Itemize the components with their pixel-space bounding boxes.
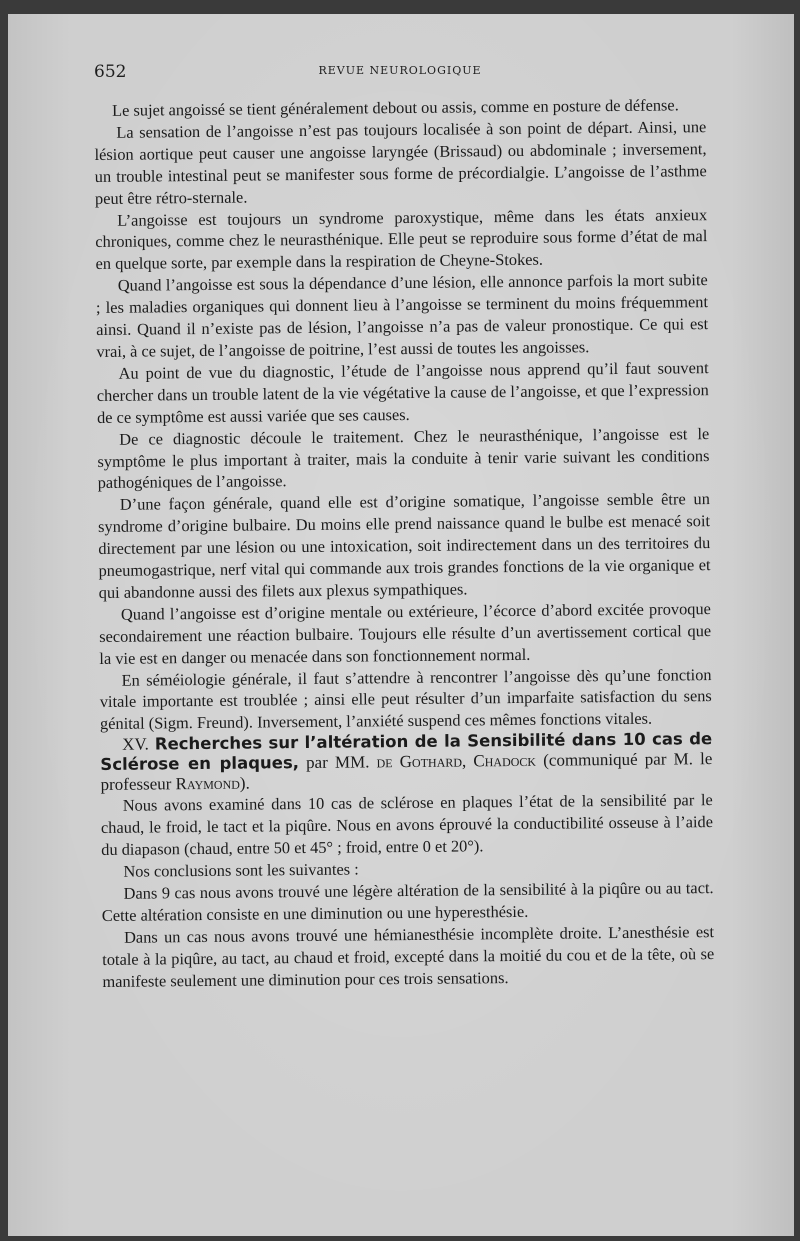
paragraph: Dans 9 cas nous avons trouvé une légère altération de la sensibilité à la piqûre ou au tact. Cette altération consiste en une diminution ou une hyperesthésie. [101,877,714,925]
communique-text: (communiqué par M. le professeur [100,749,713,795]
paragraph: L’angoisse est toujours un syndrome paroxystique, même dans les états anxieux chroniques, comme chez le neurasthénique. Elle peut se reproduire sous forme d’état de mal en quelque sorte, par exemple dans la respiration de Cheyne-Stokes. [95,204,708,274]
paragraph: Nous avons examiné dans 10 cas de sclérose en plaques l’état de la sensibilité par le chaud, le froid, le tact et la piqûre. Nous en avons éprouvé la conductibilité osseuse à l’aide du diapason (chaud, entre 50 et 45° ; froid, entre 0 et 20°). [100,790,714,860]
section-title: Recherches sur l’altération de la Sensibilité dans 10 cas de Sclérose en plaques, [100,729,713,775]
body-text [94,94,715,992]
section-number: XV. [122,734,149,755]
running-title: REVUE NEUROLOGIQUE [318,64,482,77]
paragraph: De ce diagnostic découle le traitement. Chez le neurasthénique, l’angoisse est le symptôme le plus important à traiter, mais la conduite à tenir varie suivant les conditions pathogéniques de l’angoisse. [97,423,710,493]
section-close: ). [239,773,250,793]
scanned-page [8,14,794,1236]
author-raymond: Raymond [175,773,240,794]
author-chadock: Chadock [473,751,537,771]
page-number: 652 [94,62,127,82]
section-par: par MM. [298,752,377,773]
author-gothard: de Gothard [376,751,463,772]
paragraph: D’une façon générale, quand elle est d’origine somatique, l’angoisse semble être un syndrome d’origine bulbaire. Du moins elle prend naissance quand le bulbe est menacé soit directement par une lésion ou une intoxication, soit indirectement dans un des territoires du pneumogastrique, nerf vital qui commande aux trois grandes fonctions de la vie organique et qui abandonne aussi des filets aux plexus sympathiques. [98,489,711,602]
paragraph: En séméiologie générale, il faut s’attendre à rencontrer l’angoisse dès qu’une fonction vitale importante est troublée ; ainsi elle peut résulter d’un imparfaite satisfaction du sens génital (Sigm. Freund). Inversement, l’anxiété suspend ces mêmes fonctions vitales. [99,664,712,734]
author-separator: , [461,751,474,771]
paragraph: Au point de vue du diagnostic, l’étude de l’angoisse nous apprend qu’il faut souvent chercher dans un trouble latent de la vie végétative la cause de l’angoisse, et que l’expression de ce symptôme est aussi variée que ses causes. [96,357,709,427]
paragraph: Nos conclusions sont les suivantes : [123,859,359,881]
page-header [94,62,706,82]
paragraph: Dans un cas nous avons trouvé une hémianesthésie incomplète droite. L’anesthésie est totale à la piqûre, au tact, au chaud et froid, excepté dans la moitié du cou et de la tête, où se manifeste seulement une diminution pour ces trois sensations. [102,921,715,991]
paragraph: Quand l’angoisse est d’origine mentale ou extérieure, l’écorce d’abord excitée provoque secondairement une réaction bulbaire. Toujours elle résulte d’un avertissement cortical que la vie est en danger ou menacée dans son fonctionnement normal. [99,598,712,668]
paragraph: Quand l’angoisse est sous la dépendance d’une lésion, elle annonce parfois la mort subite ; les maladies organiques qui donnent lieu à l’angoisse se terminent du moins fréquemment ainsi. Quand il n’existe pas de lésion, l’angoisse n’a pas de valeur pronostique. Ce qui est vrai, à ce sujet, de l’angoisse de poitrine, l’est aussi de toutes les angoisses. [95,270,709,361]
section-heading [100,729,713,795]
paragraph: Le sujet angoissé se tient généralement debout ou assis, comme en posture de défense. [112,95,679,120]
paragraph: La sensation de l’angoisse n’est pas toujours localisée à son point de départ. Ainsi, une lésion aortique peut causer une angoisse laryngée (Brissaud) ou abdominale ; inversement, un trouble intestinal peut se manifester sous forme de précordialgie. L’angoisse de l’asthme peut être rétro-sternale. [94,117,707,208]
